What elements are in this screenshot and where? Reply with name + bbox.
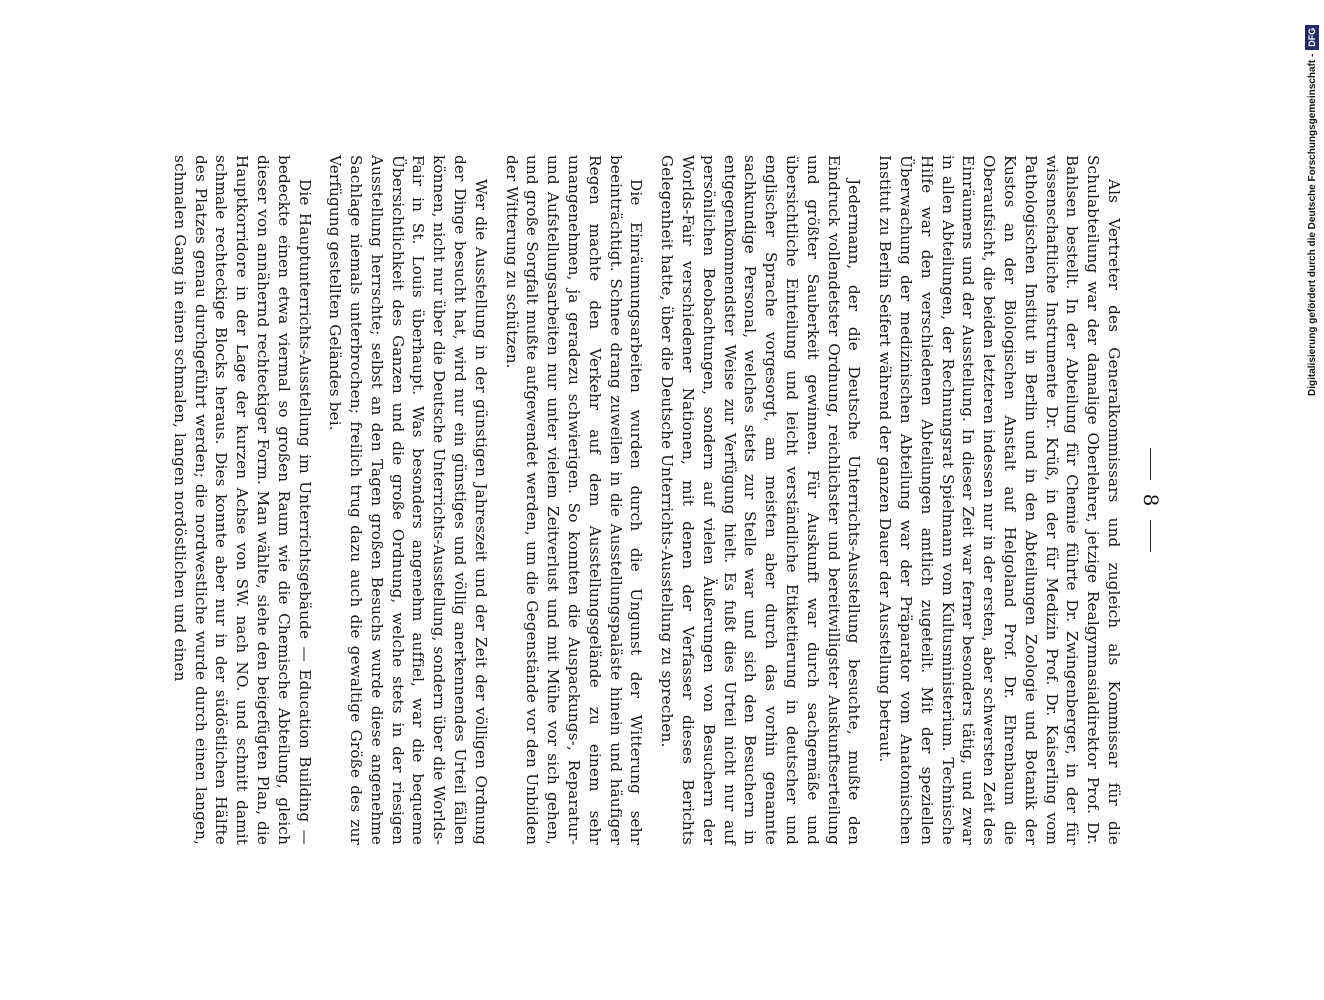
paragraph-2: Jedermann, der die Deutsche Unterrichts-Ausstellung besuchte, mußte den Eindruck vollendetster Ordnung, reichlichster und bereitwilligster Auskunftserteilung und größter Sauberkeit gewinnen. Für Auskunft war durch sachgemäße und übersichtliche Einteilung und leicht verständliche Etikettierung in deutscher und englischer Sprache vorgesorgt, am meisten aber durch das vorhin genannte sachkundige Personal, welches stets zur Stelle war und sich den Besuchern in entgegenkommendster Weise zur Verfügung hielt. Es fußt dies Urteil nicht nur auf persönlichen Beobachtungen, sondern auf vielen Äußerungen von Besuchern der Worlds-Fair verschiedener Nationen, mit denen der Verfasser dieses Berichts Gelegenheit hatte, über die Deutsche Unterrichts-Ausstellung zu sprechen. [658, 155, 864, 845]
header-dash-right [1151, 520, 1152, 552]
sidebar-credit-text: Digitalisierung gefördert durch die Deutsche Forschungsgemeinschaft - [1306, 53, 1318, 396]
paragraph-1: Als Vertreter des Generalkommissars und zugleich als Kommissar für die Schulabteilung war der damalige Oberlehrer, jetzige Realgymnasialdirektor Prof. Dr. Bahlsen bestellt. In der Abteilung für Chemie führte Dr. Zwingenberger, in der für wissenschaftliche Instrumente Dr. Krüß, in der für Medizin Prof. Dr. Kaiserling vom Pathologischen Institut in Berlin und in den Abteilungen Zoologie und Botanik der Kustos an der Biologischen Anstalt auf Helgoland Prof. Dr. Ehrenbaum die Oberaufsicht, die beiden letzteren indessen nur in der ersten, aber schwersten Zeit des Einräumens und der Ausstellung. In dieser Zeit war ferner besonders tätig, und zwar in allen Abteilungen, der Rechnungsrat Spielmann vom Kultusministerium. Technische Hilfe war den verschiedenen Abteilungen amtlich zugeteilt. Mit der speziellen Überwachung der medizinischen Abteilung war der Präparator vom Anatomischen Institut zu Berlin Seifert während der ganzen Dauer der Ausstellung betraut. [876, 155, 1123, 845]
paragraph-4: Wer die Ausstellung in der günstigen Jahreszeit und der Zeit der völligen Ordnung der Dinge besucht hat, wird nur ein günstiges und völlig anerkennendes Urteil fällen können, nicht nur über die Deutsche Unterrichts-Ausstellung, sondern über die Worlds-Fair in St. Louis überhaupt. Was besonders angenehm auffiel, war die bequeme Übersichtlichkeit des Ganzen und die große Ordnung, welche stets in der riesigen Ausstellung herrschte; selbst an den Tagen großen Besuchs wurde diese angenehme Sachlage niemals unterbrochen; freilich trug dazu auch die gewaltige Größe des zur Verfügung gestellten Geländes bei. [326, 155, 490, 845]
paragraph-3: Die Einräumungsarbeiten wurden durch die Ungunst der Witterung sehr beeinträchtigt. Schnee drang zuweilen in die Ausstellungspaläste hinein und häufiger Regen machte den Verkehr auf dem Ausstellungsgelände zu einem sehr unangenehmen, ja geradezu schwierigen. So konnten die Auspackungs-, Reparatur- und Aufstellungsarbeiten nur unter vielem Zeitverlust und mit Mühe vor sich gehen, und große Sorgfalt mußte aufgewendet werden, um die Gegenstände vor den Unbilden der Witterung zu schützen. [502, 155, 646, 845]
sidebar-credit-line [1302, 4, 1322, 396]
page-number: 8 [1139, 493, 1163, 507]
rotated-page-content [110, 155, 1170, 845]
page-header [1136, 155, 1166, 845]
body-text [114, 155, 1124, 845]
paragraph-5: Die Hauptunterrichts-Ausstellung im Unterrichtsgebäude — Education Building — bedeckte einen etwa viermal so großen Raum wie die Chemische Abteilung, gleich dieser von annähernd rechteckiger Form. Man wählte, siehe den beigefügten Plan, die Hauptkorridore in der Lage der kurzen Achse von SW. nach NO. und schnitt damit schmale rechteckige Blocks heraus. Dies konnte aber nur in der südöstlichen Hälfte des Platzes genau durchgeführt werden; die nordwestliche wurde durch einen langen, schmalen Gang in einen schmalen, langen nordöstlichen und einen [170, 155, 314, 845]
dfg-logo-icon: DFG [1305, 25, 1319, 50]
digitization-sidebar [1300, 0, 1324, 1000]
header-dash-left [1151, 448, 1152, 480]
